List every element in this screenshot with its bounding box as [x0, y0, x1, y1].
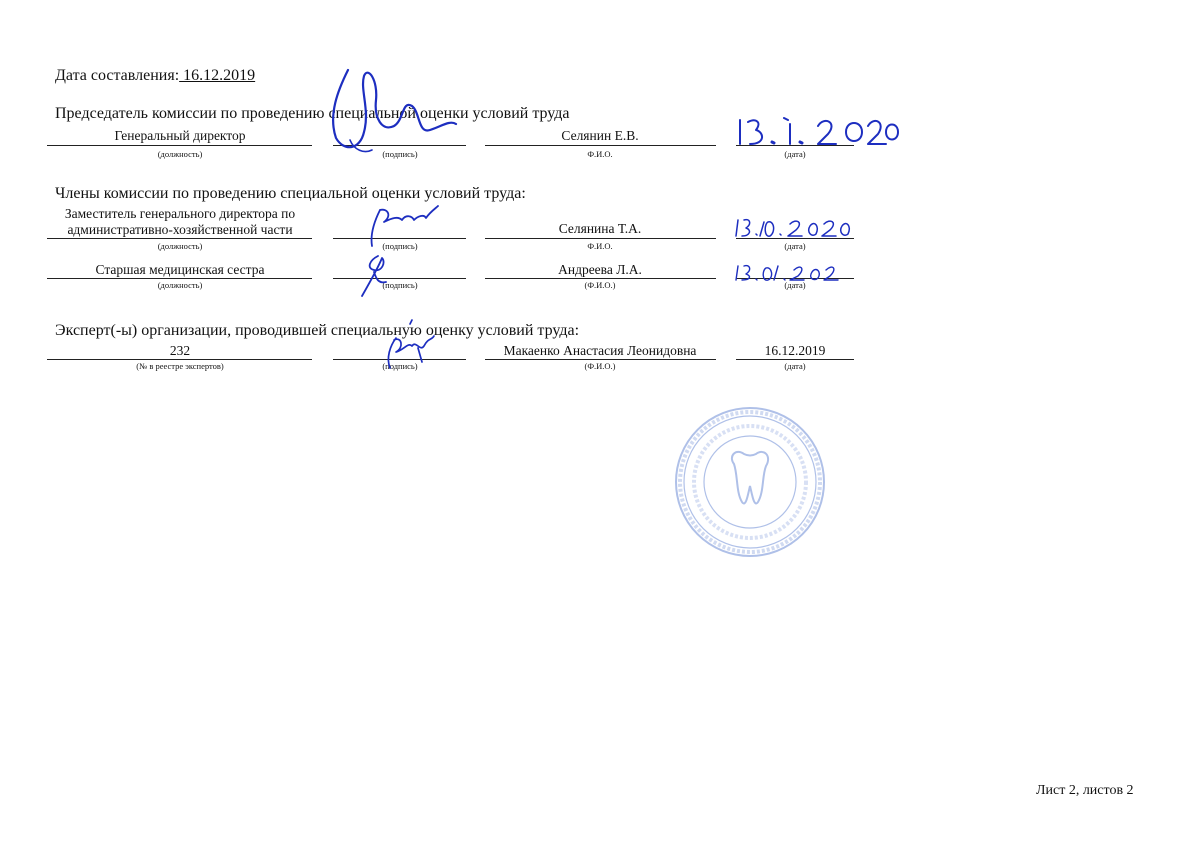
member2-date-handwritten [734, 262, 844, 284]
expert-name-line [485, 359, 716, 360]
member1-name: Селянина Т.А. [558, 221, 642, 236]
member1-name-line [485, 238, 716, 239]
compilation-date-label: Дата составления: [55, 67, 180, 84]
member1-date-caption: (дата) [784, 241, 806, 251]
member2-signature [348, 252, 408, 302]
member2-position-line [47, 278, 312, 279]
expert-name: Макаенко Анастасия Леонидовна [503, 343, 697, 358]
member1-position-caption: (должность) [157, 241, 203, 251]
member2-name-caption: (Ф.И.О.) [584, 280, 616, 290]
chair-name: Селянин Е.В. [561, 128, 639, 143]
expert-date-caption: (дата) [784, 361, 806, 371]
chair-signature-caption: (подпись) [382, 149, 418, 159]
member1-position-line [47, 238, 312, 239]
expert-name-caption: (Ф.И.О.) [584, 361, 616, 371]
organization-stamp [672, 404, 828, 560]
expert-date-line [736, 359, 854, 360]
expert-date: 16.12.2019 [764, 343, 826, 358]
chair-position-caption: (должность) [157, 149, 203, 159]
member2-date-caption: (дата) [784, 280, 806, 290]
member2-name: Андреева Л.А. [558, 262, 642, 277]
member1-date-handwritten [734, 214, 854, 240]
member2-name-line [485, 278, 716, 279]
member1-signature-caption: (подпись) [382, 241, 418, 251]
compilation-date [55, 67, 255, 85]
member2-signature-caption: (подпись) [382, 280, 418, 290]
member2-position: Старшая медицинская сестра [95, 262, 265, 277]
chair-position-line [47, 145, 312, 146]
members-heading: Члены комиссии по проведению специальной оценки условий труда: [55, 185, 526, 202]
chair-name-caption: Ф.И.О. [587, 149, 613, 159]
member1-position-line1: Заместитель генерального директора по [64, 206, 296, 221]
expert-registry-line [47, 359, 312, 360]
chair-heading: Председатель комиссии по проведению специальной оценки условий труда [55, 105, 570, 122]
expert-heading: Эксперт(-ы) организации, проводившей специальную оценку условий труда: [55, 322, 580, 339]
expert-signature [372, 318, 442, 374]
sheet-number: Лист 2, листов 2 [1036, 783, 1134, 798]
chair-date-handwritten [734, 112, 899, 154]
member1-signature [362, 204, 442, 250]
compilation-date-value: 16.12.2019 [179, 67, 256, 84]
chair-position: Генеральный директор [114, 128, 246, 143]
expert-registry-caption: (№ в реестре экспертов) [136, 361, 224, 371]
chair-signature [320, 60, 460, 160]
chair-name-line [485, 145, 716, 146]
member1-name-caption: Ф.И.О. [587, 241, 613, 251]
expert-signature-caption: (подпись) [382, 361, 418, 371]
member2-position-caption: (должность) [157, 280, 203, 290]
chair-date-caption: (дата) [784, 149, 806, 159]
member1-position-line2: административно-хозяйственной части [67, 222, 293, 237]
tooth-icon [732, 452, 768, 504]
expert-registry-number: 232 [169, 343, 191, 358]
